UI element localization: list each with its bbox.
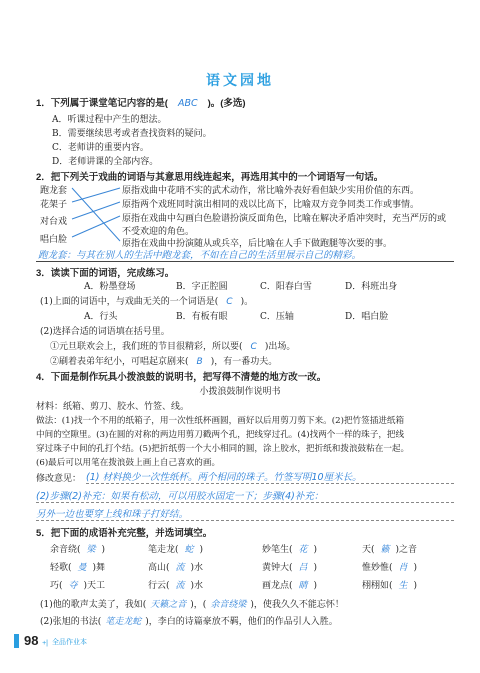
q3-opt-c: C．压轴 — [260, 312, 294, 322]
idiom-2-answer: 蛇 — [184, 545, 194, 555]
link-line-1 — [72, 188, 120, 241]
q3-opt-d: D．唱白脸 — [345, 312, 389, 322]
idiom-2: 笔走龙( 蛇 ) — [148, 545, 204, 555]
q1-stem-text: 1．下列属于课堂笔记内容的是( — [36, 98, 168, 109]
q1-option-b: B．需要继续思考或者查找资料的疑问。 — [52, 129, 212, 139]
q3-opt-b: B．有板有眼 — [176, 312, 228, 322]
q2-term-3: 对台戏 — [40, 217, 68, 227]
q3-sub1 — [40, 294, 253, 307]
idiom-9-answer: 夺 — [68, 581, 78, 591]
idiom-10: 行云( 流 )水 — [148, 581, 204, 591]
q3-sub1-answer: C — [226, 297, 233, 307]
q4-materials: 材料：纸箱、剪刀、胶水、竹签、线。 — [36, 402, 190, 412]
q3-word-b: B．字正腔圆 — [176, 282, 228, 292]
q2-term-4: 唱白脸 — [40, 235, 68, 245]
q2-term-2: 花架子 — [40, 200, 68, 210]
q5-fill-1-post: )，使我久久不能忘怀！ — [250, 600, 344, 610]
idiom-3: 妙笔生( 花 ) — [262, 545, 318, 555]
q2-answer-line — [36, 261, 454, 262]
q2-stem: 2．把下列关于戏曲的词语与其意思用线连起来，再选用其中的一个词语写一句话。 — [36, 172, 384, 183]
q4-stem: 4．下面是制作玩具小拨浪鼓的说明书，把写得不清楚的地方改一改。 — [36, 372, 327, 383]
q4-rule-2 — [36, 502, 454, 503]
q3-sub2-stem: (2)选择合适的词语填在括号里。 — [40, 327, 170, 337]
q5-fill-2-post: )，李白的诗篇豪放不羁，他们的作品引人入胜。 — [145, 617, 338, 627]
q5-fill-1-mid: )，( — [190, 600, 207, 610]
q1-option-c: C．老师讲的重要内容。 — [52, 143, 149, 153]
q1-option-d: D．老师讲课的全部内容。 — [52, 157, 159, 167]
q1-stem-end: )。(多选) — [207, 98, 246, 109]
q3-word-a: A．粉墨登场 — [84, 282, 136, 292]
q4-method-3: 穿过珠子中间的孔打个结。(5)把折纸剪一个大小相同的圆，涂上胶水，把折纸和拨浪鼓粘在一起。 — [36, 444, 410, 454]
q5-fill-1-pre: (1)他的歌声太美了，我如( — [40, 600, 147, 610]
q5-fill-1-answer-b: 余音绕梁 — [210, 600, 247, 610]
q2-sentence — [38, 247, 361, 261]
q3-s2-answer: B — [196, 357, 203, 367]
footer-accent-bar — [14, 634, 19, 648]
q2-meaning-2: 原指两个戏班同时演出相同的戏以比高下，比喻双方竞争同类工作或事情。 — [122, 200, 420, 210]
q2-sentence-rest: ：与其在别人的生活中跑龙套，不如在自己的生活里展示自己的精彩。 — [66, 250, 362, 261]
page-number — [24, 633, 48, 648]
q2-term-1: 跑龙套 — [40, 186, 68, 196]
idiom-5-answer: 曼 — [77, 563, 87, 573]
q3-word-c: C．阳春白雪 — [260, 282, 312, 292]
q3-s1-post: )出场。 — [264, 342, 296, 352]
q4-rule-3 — [36, 520, 454, 521]
idiom-1: 余音绕( 梁 ) — [50, 545, 106, 555]
page-number-mark: +| — [42, 640, 48, 647]
q3-word-d: D．科班出身 — [345, 282, 398, 292]
q5-fill-2 — [40, 614, 338, 627]
q3-opt-a: A．行头 — [84, 312, 118, 322]
idiom-10-answer: 流 — [175, 581, 185, 591]
q3-sentence-1 — [50, 339, 295, 352]
q2-meaning-3: 原指在戏曲中勾画白色脸谱扮演反面角色，比喻在解决矛盾冲突时，充当严厉的或 — [122, 214, 447, 224]
idiom-7-answer: 吕 — [298, 563, 308, 573]
idiom-6: 高山( 流 )水 — [148, 563, 204, 573]
q3-s2-post: )，有一番功夫。 — [210, 357, 278, 367]
idiom-9: 巧( 夺 )天工 — [50, 581, 106, 591]
idiom-11-answer: 睛 — [298, 581, 308, 591]
q3-sub1-stem: (1)上面的词语中，与戏曲无关的一个词语是( — [40, 297, 219, 307]
idiom-4-answer: 籁 — [380, 545, 390, 555]
page-title: 语文园地 — [206, 72, 274, 88]
q3-sub1-end: )。 — [240, 297, 254, 307]
idiom-8: 惟妙惟( 肖 ) — [362, 563, 418, 573]
q2-meaning-1: 原指戏曲中花哨不实的武术动作，常比喻外表好看但缺少实用价值的东西。 — [122, 186, 420, 196]
idiom-6-answer: 流 — [175, 563, 185, 573]
q3-stem: 3．读读下面的词语，完成练习。 — [36, 268, 175, 279]
idiom-1-answer: 梁 — [86, 545, 96, 555]
idiom-3-answer: 花 — [298, 545, 308, 555]
q5-fill-2-answer: 笔走龙蛇 — [105, 617, 142, 627]
q5-fill-2-pre: (2)张旭的书法( — [40, 617, 102, 627]
link-line-4 — [72, 216, 120, 237]
q4-method-1: 做法：(1)找一个不用的纸箱子，用一次性纸杯画圆，画好以后用剪刀剪下来。(2)把竹签插进纸箱 — [36, 416, 405, 426]
q3-sentence-2 — [50, 354, 277, 367]
idiom-7: 黄钟大( 吕 ) — [262, 563, 318, 573]
q5-fill-1 — [40, 597, 344, 610]
q4-method-2: 中间的空隙里。(3)在圆的对称的两边用剪刀戳两个孔，把线穿过孔。(4)找两个一样的珠子，把线 — [36, 430, 405, 440]
q4-revision-line-3: 另外一边也要穿上线和珠子打好结。 — [36, 509, 189, 520]
idiom-11: 画龙点( 睛 ) — [262, 581, 318, 591]
link-line-2 — [72, 188, 120, 202]
q4-revision-line-2: (2)步骤(2)补充：如果有松动，可以用胶水固定一下；步骤(4)补充： — [36, 491, 324, 502]
link-line-3 — [72, 202, 120, 219]
idiom-8-answer: 肖 — [398, 563, 408, 573]
q1-option-a: A．听课过程中产生的想法。 — [52, 115, 167, 125]
q3-s2-pre: ②刷着表弟年纪小，可唱起京剧来( — [50, 357, 189, 367]
q5-fill-1-answer-a: 天籁之音 — [150, 600, 187, 610]
idiom-5: 轻歌( 曼 )舞 — [50, 563, 106, 573]
q4-revision-line-1: (1) 材料换少一次性纸杯。两个相同的珠子。竹签写明10厘米长。 — [86, 472, 362, 483]
q2-meaning-3b: 不受欢迎的角色。 — [122, 227, 195, 237]
q3-s1-answer: C — [250, 342, 257, 352]
q4-doc-title: 小拨浪鼓制作说明书 — [199, 387, 281, 397]
q4-method-4: (6)最后可以用笔在拨浪鼓上画上自己喜欢的画。 — [36, 458, 221, 468]
idiom-4: 天( 籁 )之音 — [362, 545, 418, 555]
q2-sentence-term: 跑龙套 — [38, 250, 67, 261]
q1-answer: ABC — [177, 98, 198, 109]
q3-s1-pre: ①元旦联欢会上，我们班的节目很精彩，所以要( — [50, 342, 243, 352]
q2-meaning-4: 原指在戏曲中扮演随从或兵卒，后比喻在人手下做跑腿等次要的事。 — [122, 239, 393, 249]
idiom-12-answer: 生 — [398, 581, 408, 591]
q4-rule-1 — [86, 483, 454, 484]
q5-stem: 5．把下面的成语补充完整，并选词填空。 — [36, 528, 213, 539]
page-number-value: 98 — [24, 633, 39, 648]
idiom-12: 栩栩如( 生 ) — [362, 581, 418, 591]
q4-revision-label: 修改意见： — [36, 474, 82, 484]
footer-brand: 全品作业本 — [52, 639, 87, 646]
